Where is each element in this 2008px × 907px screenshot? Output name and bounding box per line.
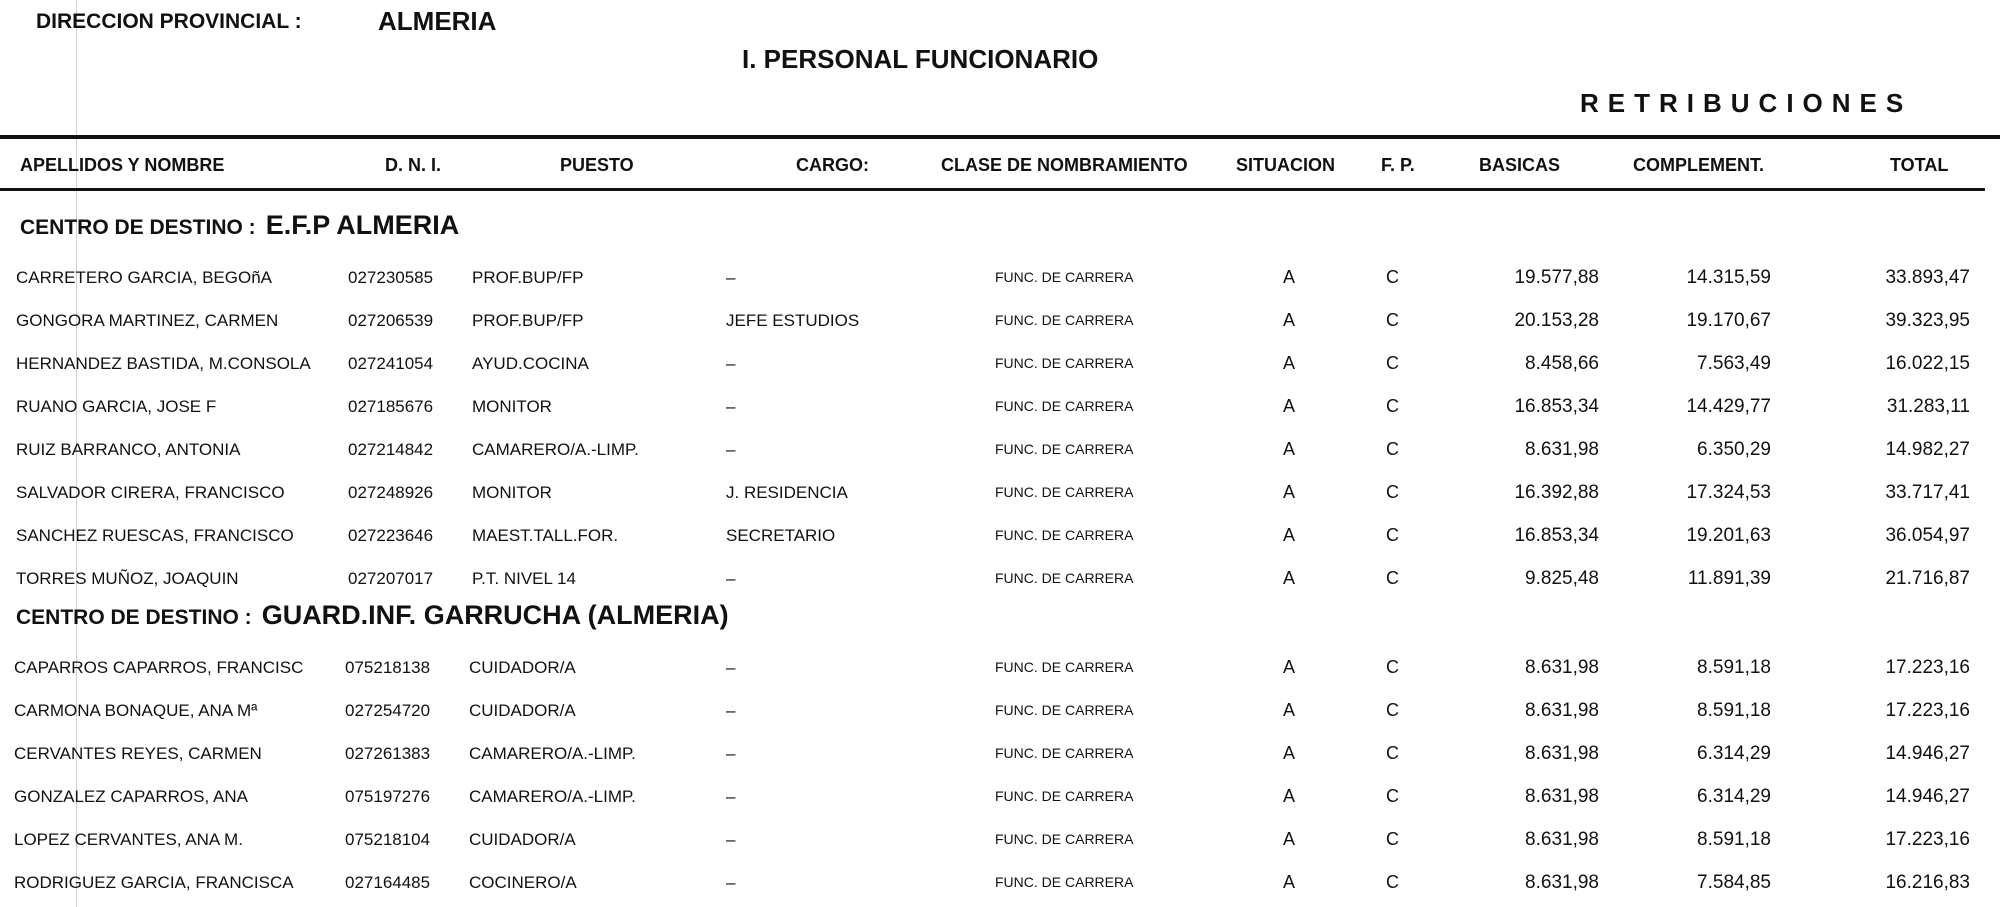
cell-total: 33.717,41: [1885, 482, 1970, 503]
cell-nombre: CARMONA BONAQUE, ANA Mª: [14, 701, 258, 720]
cell-fp: C: [1386, 439, 1399, 459]
cell-cargo: –: [726, 440, 736, 459]
cell-complement: 8.591,18: [1697, 829, 1771, 850]
cell-nombre: CAPARROS CAPARROS, FRANCISC: [14, 658, 304, 677]
cell-situacion: A: [1283, 743, 1296, 763]
col-header-complement: COMPLEMENT.: [1633, 155, 1765, 175]
cell-dni: 027223646: [348, 526, 434, 545]
cell-nombre: HERNANDEZ BASTIDA, M.CONSOLA: [16, 354, 311, 373]
table-row: [0, 471, 2008, 514]
table-row: [0, 428, 2008, 471]
cell-puesto: COCINERO/A: [469, 873, 577, 892]
cell-total: 21.716,87: [1885, 568, 1970, 589]
cell-total: 31.283,11: [1886, 396, 1970, 417]
cell-complement: 6.314,29: [1697, 786, 1771, 807]
cell-clase: FUNC. DE CARRERA: [995, 312, 1134, 328]
cell-situacion: A: [1283, 786, 1296, 806]
cell-clase: FUNC. DE CARRERA: [995, 269, 1134, 285]
cell-total: 14.946,27: [1885, 743, 1970, 764]
cell-cargo: –: [726, 268, 736, 287]
cell-nombre: GONGORA MARTINEZ, CARMEN: [16, 311, 279, 330]
cell-nombre: LOPEZ CERVANTES, ANA M.: [14, 830, 243, 849]
cell-total: 17.223,16: [1885, 829, 1970, 850]
cell-fp: C: [1386, 872, 1399, 892]
col-header-situacion: SITUACION: [1236, 155, 1335, 175]
cell-fp: C: [1386, 353, 1399, 373]
cell-cargo: –: [726, 873, 736, 892]
header-top-rule: [0, 135, 2000, 139]
cell-complement: 7.563,49: [1697, 353, 1771, 374]
cell-basicas: 8.631,98: [1525, 829, 1599, 850]
cell-dni: 075218104: [345, 830, 431, 849]
cell-clase: FUNC. DE CARRERA: [995, 355, 1134, 371]
cell-nombre: RODRIGUEZ GARCIA, FRANCISCA: [14, 873, 294, 892]
provincia-value: ALMERIA: [378, 6, 497, 36]
table-row: [0, 342, 2008, 385]
col-header-apellidos: APELLIDOS Y NOMBRE: [20, 155, 225, 175]
cell-fp: C: [1386, 482, 1399, 502]
cell-complement: 11.891,39: [1687, 568, 1771, 589]
col-header-clase: CLASE DE NOMBRAMIENTO: [941, 155, 1188, 175]
cell-basicas: 8.631,98: [1525, 439, 1599, 460]
cell-cargo: J. RESIDENCIA: [726, 483, 848, 502]
cell-cargo: JEFE ESTUDIOS: [726, 311, 860, 330]
cell-situacion: A: [1283, 829, 1296, 849]
table-row: [0, 861, 2008, 904]
cell-puesto: MONITOR: [472, 397, 552, 416]
cell-fp: C: [1386, 743, 1399, 763]
table-row: [0, 514, 2008, 557]
cell-situacion: A: [1283, 700, 1296, 720]
cell-basicas: 20.153,28: [1514, 310, 1599, 331]
cell-puesto: CAMARERO/A.-LIMP.: [472, 440, 639, 459]
cell-puesto: CUIDADOR/A: [469, 701, 576, 720]
cell-dni: 075197276: [345, 787, 431, 806]
cell-puesto: MONITOR: [472, 483, 552, 502]
cell-puesto: CAMARERO/A.-LIMP.: [469, 744, 636, 763]
cell-clase: FUNC. DE CARRERA: [995, 702, 1134, 718]
cell-cargo: –: [726, 787, 736, 806]
cell-puesto: CAMARERO/A.-LIMP.: [469, 787, 636, 806]
cell-dni: 027185676: [348, 397, 434, 416]
cell-cargo: –: [726, 701, 736, 720]
cell-total: 39.323,95: [1885, 310, 1970, 331]
cell-basicas: 8.631,98: [1525, 743, 1599, 764]
cell-basicas: 9.825,48: [1525, 568, 1599, 589]
cell-fp: C: [1386, 829, 1399, 849]
centro-destino-heading: [16, 600, 729, 631]
cell-puesto: AYUD.COCINA: [472, 354, 589, 373]
table-row: [0, 732, 2008, 775]
header-bottom-rule: [0, 188, 1985, 191]
cell-puesto: PROF.BUP/FP: [472, 268, 584, 287]
cell-basicas: 16.853,34: [1514, 396, 1599, 417]
cell-clase: FUNC. DE CARRERA: [995, 831, 1134, 847]
cell-dni: 027207017: [348, 569, 434, 588]
cell-complement: 8.591,18: [1697, 700, 1771, 721]
cell-fp: C: [1386, 568, 1399, 588]
cell-cargo: –: [726, 658, 736, 677]
cell-situacion: A: [1283, 872, 1296, 892]
table-row: [0, 689, 2008, 732]
col-header-fp: F. P.: [1381, 155, 1415, 175]
cell-complement: 14.315,59: [1686, 267, 1771, 288]
retribuciones-heading: RETRIBUCIONES: [1580, 88, 1913, 118]
cell-dni: 027206539: [348, 311, 434, 330]
table-row: [0, 818, 2008, 861]
cell-total: 16.216,83: [1885, 872, 1970, 893]
table-row: [0, 299, 2008, 342]
cell-fp: C: [1386, 310, 1399, 330]
cell-nombre: CARRETERO GARCIA, BEGOñA: [16, 268, 272, 287]
col-header-dni: D. N. I.: [385, 155, 442, 175]
cell-complement: 6.350,29: [1697, 439, 1771, 460]
centro-destino-name: GUARD.INF. GARRUCHA (ALMERIA): [261, 600, 729, 630]
direccion-provincial-label: DIRECCION PROVINCIAL :: [36, 10, 302, 33]
table-row: [0, 557, 2008, 600]
cell-complement: 14.429,77: [1686, 396, 1771, 417]
cell-complement: 19.170,67: [1686, 310, 1771, 331]
cell-complement: 7.584,85: [1697, 872, 1771, 893]
cell-fp: C: [1386, 657, 1399, 677]
cell-basicas: 8.458,66: [1525, 353, 1599, 374]
cell-nombre: CERVANTES REYES, CARMEN: [14, 744, 262, 763]
cell-situacion: A: [1283, 439, 1296, 459]
cell-fp: C: [1386, 525, 1399, 545]
centro-destino-label: CENTRO DE DESTINO :: [20, 216, 256, 239]
cell-complement: 19.201,63: [1686, 525, 1771, 546]
cell-nombre: GONZALEZ CAPARROS, ANA: [14, 787, 248, 806]
cell-clase: FUNC. DE CARRERA: [995, 788, 1134, 804]
cell-cargo: –: [726, 830, 736, 849]
cell-total: 14.946,27: [1885, 786, 1970, 807]
cell-fp: C: [1386, 267, 1399, 287]
col-header-cargo: CARGO:: [796, 155, 869, 175]
centro-destino-label: CENTRO DE DESTINO :: [16, 606, 252, 629]
cell-nombre: RUANO GARCIA, JOSE F: [16, 397, 217, 416]
cell-dni: 075218138: [345, 658, 431, 677]
cell-total: 16.022,15: [1885, 353, 1970, 374]
cell-puesto: PROF.BUP/FP: [472, 311, 584, 330]
cell-nombre: SALVADOR CIRERA, FRANCISCO: [16, 483, 285, 502]
table-row: [0, 775, 2008, 818]
cell-fp: C: [1386, 396, 1399, 416]
cell-dni: 027241054: [348, 354, 434, 373]
cell-fp: C: [1386, 700, 1399, 720]
cell-total: 17.223,16: [1885, 700, 1970, 721]
cell-dni: 027164485: [345, 873, 431, 892]
cell-cargo: SECRETARIO: [726, 526, 836, 545]
cell-cargo: –: [726, 744, 736, 763]
cell-dni: 027214842: [348, 440, 434, 459]
cell-cargo: –: [726, 354, 736, 373]
centro-destino-heading: [20, 210, 459, 241]
cell-situacion: A: [1283, 310, 1296, 330]
cell-clase: FUNC. DE CARRERA: [995, 659, 1134, 675]
centro-destino-name: E.F.P ALMERIA: [265, 210, 460, 240]
table-row: [0, 256, 2008, 299]
cell-fp: C: [1386, 786, 1399, 806]
cell-dni: 027230585: [348, 268, 434, 287]
cell-clase: FUNC. DE CARRERA: [995, 398, 1134, 414]
cell-clase: FUNC. DE CARRERA: [995, 484, 1134, 500]
cell-total: 33.893,47: [1885, 267, 1970, 288]
cell-total: 17.223,16: [1885, 657, 1970, 678]
col-header-puesto: PUESTO: [560, 155, 634, 175]
cell-clase: FUNC. DE CARRERA: [995, 874, 1134, 890]
section-title: I. PERSONAL FUNCIONARIO: [742, 44, 1099, 74]
cell-nombre: RUIZ BARRANCO, ANTONIA: [16, 440, 241, 459]
cell-situacion: A: [1283, 657, 1296, 677]
table-row: [0, 646, 2008, 689]
cell-total: 36.054,97: [1885, 525, 1970, 546]
cell-situacion: A: [1283, 525, 1296, 545]
cell-puesto: CUIDADOR/A: [469, 830, 576, 849]
cell-basicas: 19.577,88: [1514, 267, 1599, 288]
cell-cargo: –: [726, 397, 736, 416]
cell-basicas: 16.853,34: [1514, 525, 1599, 546]
cell-complement: 8.591,18: [1697, 657, 1771, 678]
cell-dni: 027254720: [345, 701, 431, 720]
cell-clase: FUNC. DE CARRERA: [995, 570, 1134, 586]
cell-clase: FUNC. DE CARRERA: [995, 527, 1134, 543]
cell-puesto: CUIDADOR/A: [469, 658, 576, 677]
table-row: [0, 385, 2008, 428]
cell-basicas: 8.631,98: [1525, 700, 1599, 721]
cell-dni: 027261383: [345, 744, 431, 763]
cell-complement: 17.324,53: [1686, 482, 1771, 503]
col-header-total: TOTAL: [1890, 155, 1949, 175]
cell-puesto: P.T. NIVEL 14: [472, 569, 576, 588]
cell-complement: 6.314,29: [1697, 743, 1771, 764]
cell-basicas: 8.631,98: [1525, 657, 1599, 678]
cell-puesto: MAEST.TALL.FOR.: [472, 526, 619, 545]
cell-situacion: A: [1283, 482, 1296, 502]
cell-situacion: A: [1283, 568, 1296, 588]
cell-situacion: A: [1283, 353, 1296, 373]
cell-basicas: 8.631,98: [1525, 872, 1599, 893]
cell-cargo: –: [726, 569, 736, 588]
cell-clase: FUNC. DE CARRERA: [995, 441, 1134, 457]
cell-dni: 027248926: [348, 483, 434, 502]
cell-nombre: TORRES MUÑOZ, JOAQUIN: [16, 569, 239, 588]
cell-basicas: 16.392,88: [1514, 482, 1599, 503]
cell-total: 14.982,27: [1885, 439, 1970, 460]
cell-clase: FUNC. DE CARRERA: [995, 745, 1134, 761]
cell-situacion: A: [1283, 396, 1296, 416]
cell-situacion: A: [1283, 267, 1296, 287]
col-header-basicas: BASICAS: [1479, 155, 1561, 175]
cell-basicas: 8.631,98: [1525, 786, 1599, 807]
cell-nombre: SANCHEZ RUESCAS, FRANCISCO: [16, 526, 294, 545]
